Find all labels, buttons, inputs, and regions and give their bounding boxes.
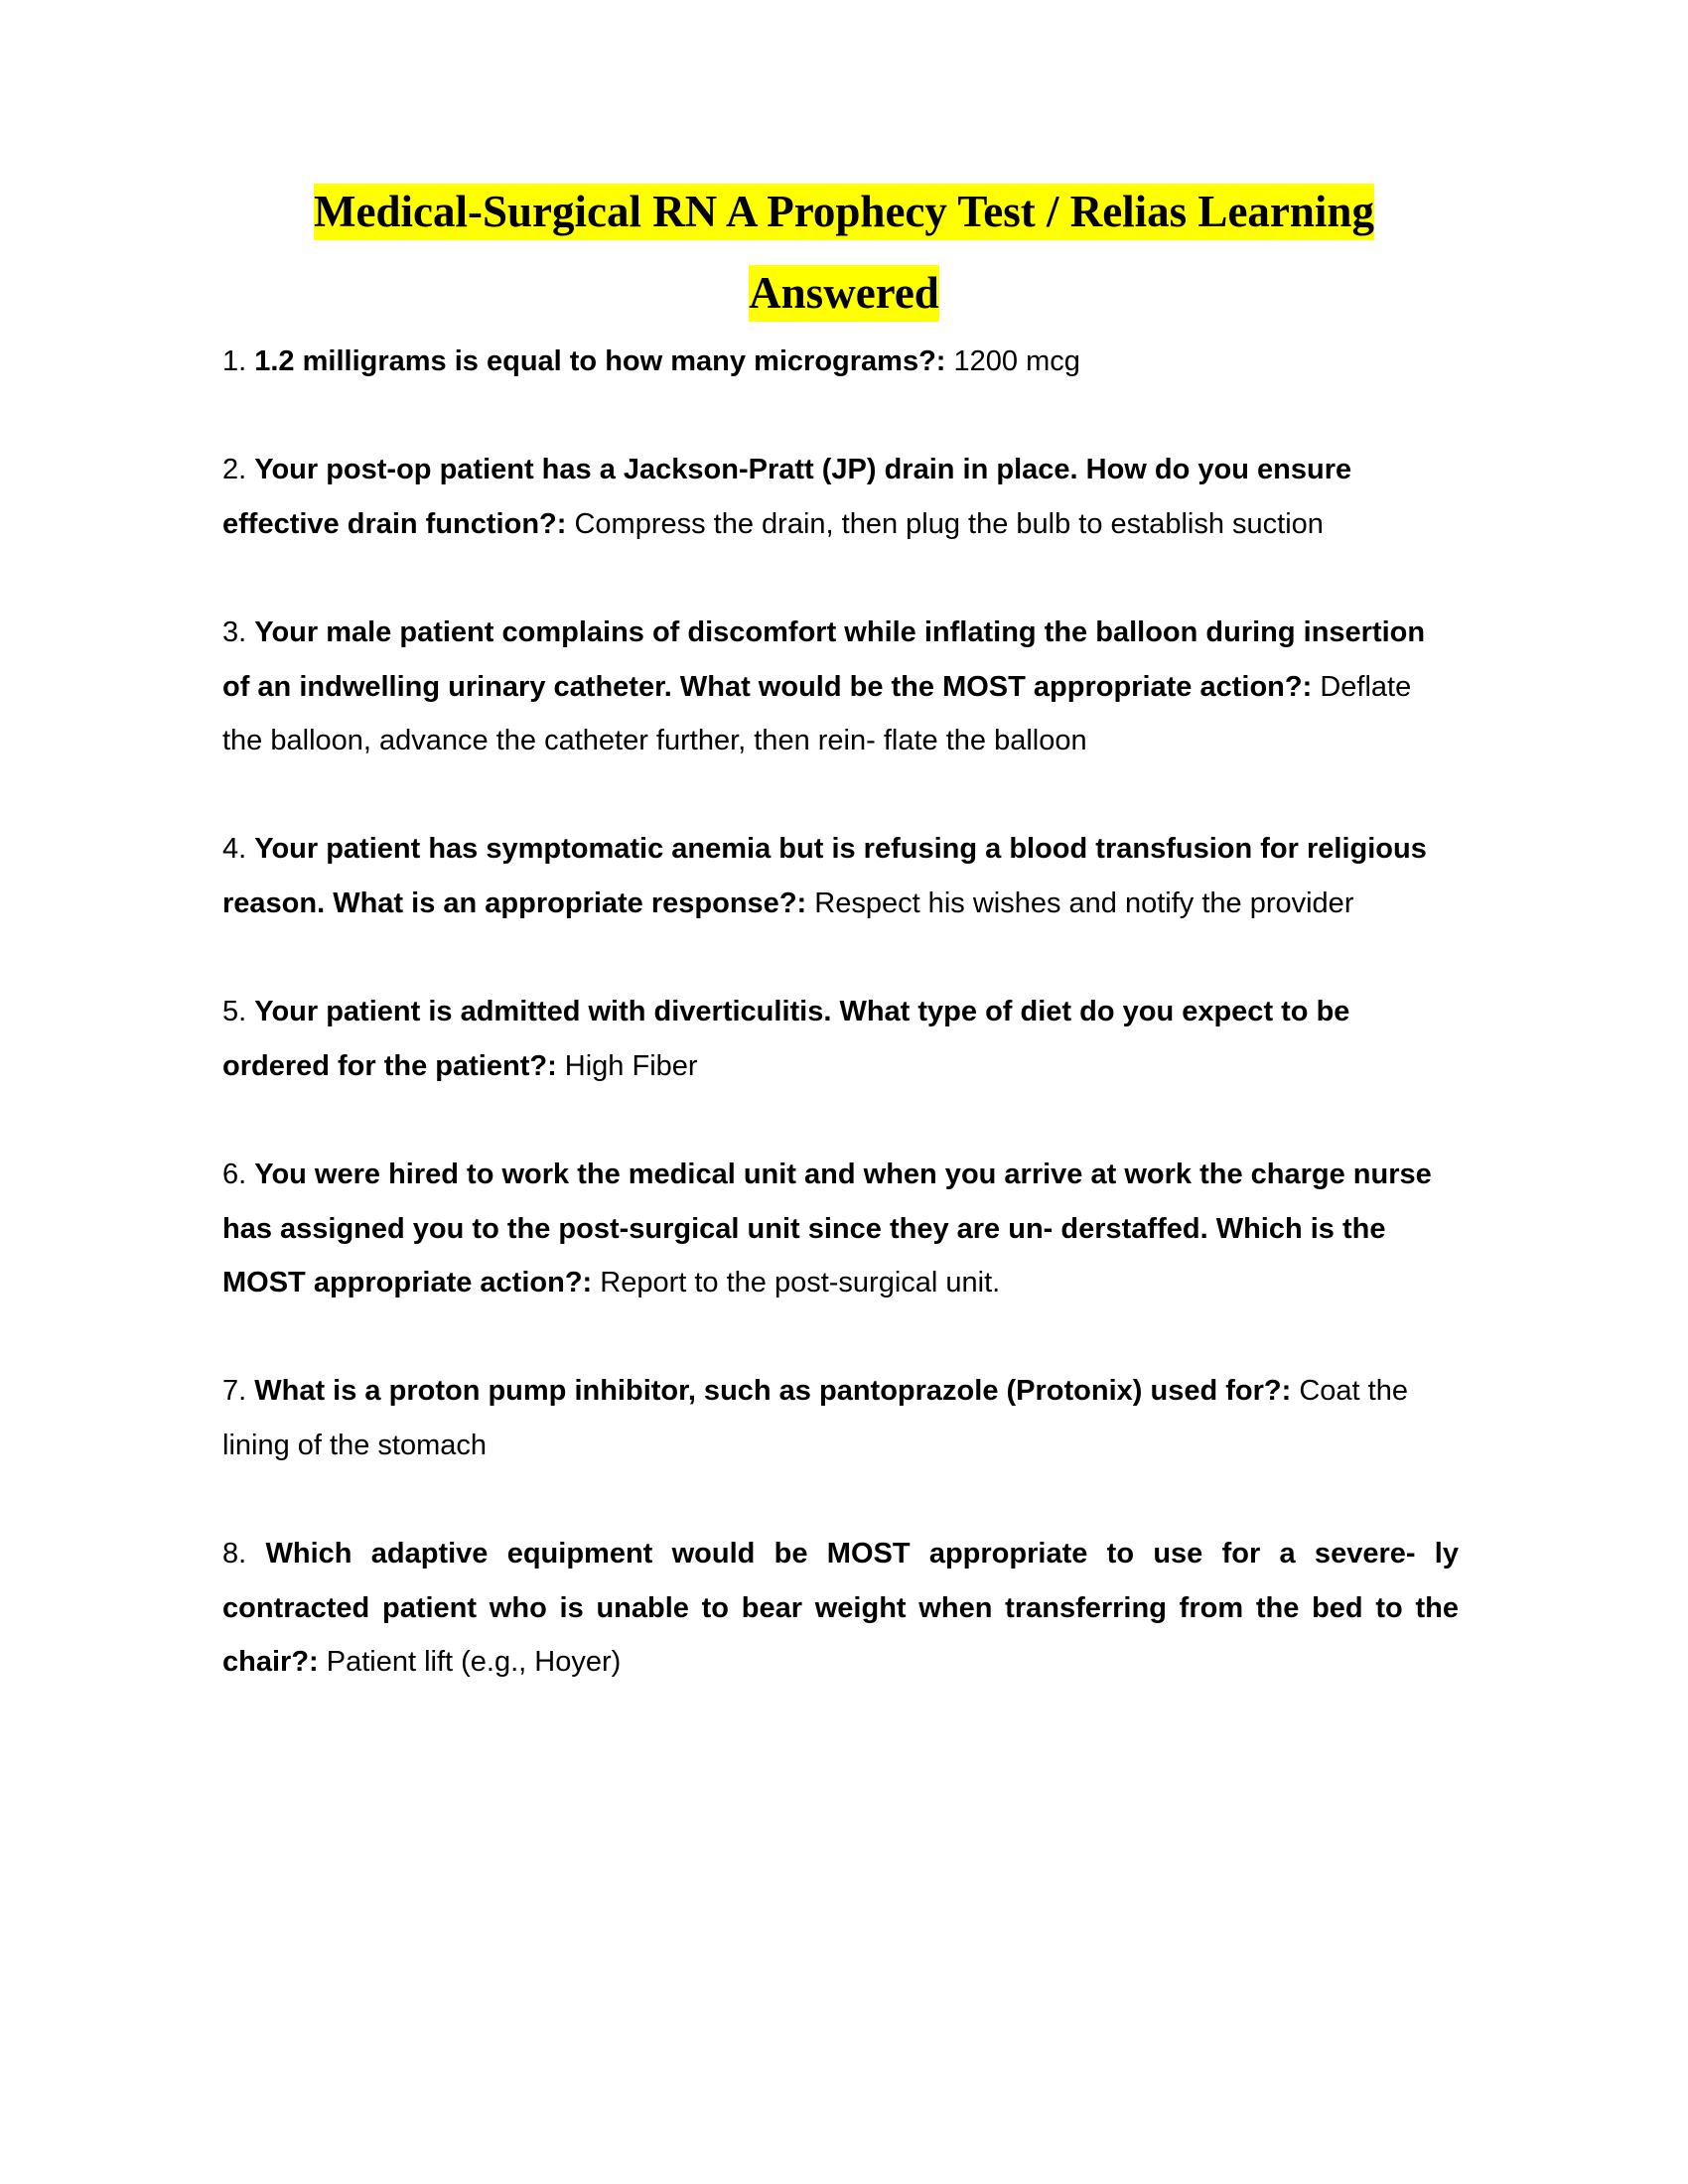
question: Your patient is admitted with diverticulitis. What type of diet do you expect to be ordered for the patient?: <box>222 996 1350 1082</box>
item-number: 1. <box>222 345 255 377</box>
answer: Compress the drain, then plug the bulb to establish suction <box>566 507 1324 540</box>
qa-item-2 <box>222 443 1459 551</box>
item-number: 7. <box>222 1375 255 1408</box>
answer: Report to the post-surgical unit. <box>592 1267 1001 1299</box>
qa-item-4 <box>222 822 1459 930</box>
title-line-1: Medical-Surgical RN A Prophecy Test / Relias Learning <box>314 184 1374 240</box>
answer: High Fiber <box>556 1049 698 1082</box>
answer: Patient lift (e.g., Hoyer) <box>318 1646 622 1679</box>
document-title <box>0 171 1688 334</box>
item-number: 5. <box>222 996 255 1028</box>
qa-item-8 <box>222 1527 1459 1690</box>
question: 1.2 milligrams is equal to how many micrograms?: <box>254 345 946 377</box>
item-number: 3. <box>222 615 255 648</box>
qa-item-5 <box>222 985 1459 1093</box>
question: Your patient has symptomatic anemia but is refusing a blood transfusion for religious reason. What is an appropriate response?: <box>222 833 1427 919</box>
question: Your male patient complains of discomfort while inflating the balloon during insertion of an indwelling urinary catheter. What would be the MOST appropriate action?: <box>222 615 1426 703</box>
question: You were hired to work the medical unit and when you arrive at work the charge nurse has assigned you to the post-surgical unit since they are un- derstaffed. Which is the MOST appropriate action?: <box>222 1158 1432 1299</box>
qa-list <box>222 335 1459 1743</box>
qa-item-3 <box>222 606 1459 768</box>
item-number: 8. <box>222 1538 266 1570</box>
item-number: 2. <box>222 454 255 486</box>
answer: 1200 mcg <box>945 345 1080 377</box>
answer: Deflate the balloon, advance the catheter further, then rein- flate the balloon <box>222 670 1412 757</box>
title-line-2: Answered <box>749 265 939 322</box>
item-number: 4. <box>222 833 255 866</box>
question: Which adaptive equipment would be MOST appropriate to use for a severe- ly contracted patient who is unable to bear weight when transferring from the bed to the chair?: <box>222 1538 1459 1679</box>
answer: Respect his wishes and notify the provider <box>806 887 1354 919</box>
qa-item-6 <box>222 1148 1459 1310</box>
question: What is a proton pump inhibitor, such as pantoprazole (Protonix) used for?: <box>254 1375 1292 1408</box>
qa-item-7 <box>222 1364 1459 1472</box>
qa-item-1 <box>222 335 1459 389</box>
item-number: 6. <box>222 1158 255 1190</box>
question: Your post-op patient has a Jackson-Pratt (JP) drain in place. How do you ensure effective drain function?: <box>222 454 1352 540</box>
answer: Coat the lining of the stomach <box>222 1375 1408 1461</box>
